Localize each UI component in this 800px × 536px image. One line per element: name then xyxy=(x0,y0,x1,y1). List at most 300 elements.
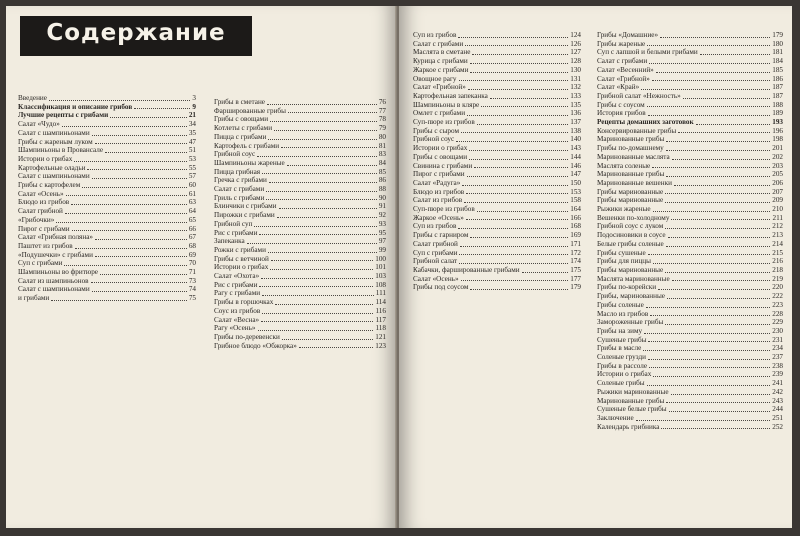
toc-entry xyxy=(214,342,386,351)
toc-leader-dots xyxy=(700,54,770,55)
toc-page-number: 169 xyxy=(570,231,581,240)
toc-entry-title: Суп из грибов xyxy=(413,31,457,39)
toc-page-number: 180 xyxy=(772,39,783,48)
toc-leader-dots xyxy=(74,161,186,162)
toc-leader-dots xyxy=(71,204,187,205)
toc-page-number: 214 xyxy=(772,239,783,248)
toc-leader-dots xyxy=(279,208,377,209)
toc-page-number: 239 xyxy=(772,370,783,379)
toc-leader-dots xyxy=(469,150,568,151)
toc-leader-dots xyxy=(271,260,373,261)
toc-page-number: 209 xyxy=(772,196,783,205)
toc-entry-title: Сушеные белые грибы xyxy=(597,405,667,414)
toc-entry-title: Истории о грибах xyxy=(214,263,269,272)
toc-page-number: 138 xyxy=(570,126,581,135)
toc-entry-title: Грибы в горшочках xyxy=(214,298,274,307)
toc-page-number: 74 xyxy=(188,285,196,294)
toc-entry-title: Салат грибной xyxy=(413,239,458,248)
toc-entry-title: Соус из грибов xyxy=(214,306,261,315)
toc-leader-dots xyxy=(459,80,569,81)
toc-entry-title: Пирог с грибами xyxy=(413,170,465,179)
toc-entry xyxy=(214,333,386,342)
toc-entry xyxy=(413,275,581,284)
toc-leader-dots xyxy=(470,72,568,73)
toc-leader-dots xyxy=(477,211,568,212)
toc-entry xyxy=(597,249,783,258)
toc-entry-title: Маринованные грибы xyxy=(597,396,665,405)
toc-page-number: 60 xyxy=(188,181,196,190)
toc-page-number: 126 xyxy=(570,39,581,48)
toc-page-number: 35 xyxy=(188,128,196,137)
toc-page-number: 123 xyxy=(375,341,386,350)
toc-entry xyxy=(214,255,386,264)
toc-entry xyxy=(18,285,196,294)
toc-page-number: 202 xyxy=(772,152,783,161)
toc-leader-dots xyxy=(288,112,377,113)
toc-entry xyxy=(413,127,581,136)
toc-page-number: 83 xyxy=(378,150,386,159)
toc-entry xyxy=(214,316,386,325)
toc-page-number: 212 xyxy=(772,222,783,231)
toc-page-number: 21 xyxy=(188,111,196,120)
toc-entry-title: Паштет из грибов xyxy=(18,241,73,250)
toc-leader-dots xyxy=(665,324,770,325)
toc-entry xyxy=(597,118,783,127)
toc-page-number: 92 xyxy=(378,211,386,220)
toc-page-number: 251 xyxy=(772,413,783,422)
toc-page-number: 174 xyxy=(570,257,581,266)
toc-entry xyxy=(597,179,783,188)
toc-page-number: 84 xyxy=(378,158,386,167)
toc-entry xyxy=(597,362,783,371)
toc-leader-dots xyxy=(134,108,190,109)
toc-entry xyxy=(18,146,196,155)
toc-column-1 xyxy=(18,94,196,303)
toc-entry xyxy=(597,266,783,275)
toc-leader-dots xyxy=(648,254,771,255)
toc-page-number: 61 xyxy=(188,189,196,198)
toc-entry-title: Рагу с грибами xyxy=(214,289,261,298)
toc-leader-dots xyxy=(261,278,373,279)
toc-leader-dots xyxy=(653,263,770,264)
toc-entry xyxy=(18,207,196,216)
toc-page-number: 189 xyxy=(772,109,783,118)
toc-entry xyxy=(597,188,783,197)
toc-entry xyxy=(597,196,783,205)
toc-entry-title: Грибное блюдо «Обжорка» xyxy=(214,341,297,350)
toc-column-4 xyxy=(597,31,783,431)
toc-entry xyxy=(214,168,386,177)
toc-page-number: 179 xyxy=(570,283,581,292)
toc-entry xyxy=(597,75,783,84)
toc-entry xyxy=(597,127,783,136)
toc-entry-title: Салат «Весенний» xyxy=(597,65,654,74)
toc-entry xyxy=(413,231,581,240)
toc-entry xyxy=(597,283,783,292)
toc-page-number: 196 xyxy=(772,126,783,135)
toc-entry xyxy=(214,263,386,272)
toc-entry xyxy=(597,379,783,388)
toc-entry-title: Классификация и описание грибов xyxy=(18,102,133,111)
toc-entry-title: Рецепты домашних заготовок xyxy=(597,118,694,127)
toc-page-number: 34 xyxy=(188,120,196,129)
toc-entry-title: Салат «Грибной» xyxy=(413,83,466,92)
toc-page-number: 80 xyxy=(378,132,386,141)
toc-page-number: 218 xyxy=(772,265,783,274)
toc-leader-dots xyxy=(653,211,771,212)
toc-page-number: 63 xyxy=(188,198,196,207)
toc-page-number: 219 xyxy=(772,274,783,283)
toc-leader-dots xyxy=(100,274,187,275)
toc-leader-dots xyxy=(652,80,770,81)
toc-entry xyxy=(597,275,783,284)
toc-entry-title: Салат с грибами xyxy=(214,185,265,194)
toc-leader-dots xyxy=(56,222,186,223)
toc-leader-dots xyxy=(652,167,770,168)
toc-entry xyxy=(413,66,581,75)
toc-entry-title: Белые грибы соленые xyxy=(597,239,664,248)
toc-entry-title: Консервированные грибы xyxy=(597,126,677,135)
toc-leader-dots xyxy=(275,304,373,305)
toc-page-number: 177 xyxy=(570,274,581,283)
toc-entry xyxy=(214,211,386,220)
toc-page-number: 99 xyxy=(378,245,386,254)
toc-entry-title: Истории о грибах xyxy=(597,370,652,379)
toc-leader-dots xyxy=(461,132,568,133)
toc-entry xyxy=(597,353,783,362)
toc-leader-dots xyxy=(490,98,568,99)
toc-leader-dots xyxy=(522,272,569,273)
toc-entry-title: Грибы с овощами xyxy=(413,152,468,161)
toc-entry-title: Жаркое с грибами xyxy=(413,65,469,74)
toc-leader-dots xyxy=(671,219,770,220)
toc-leader-dots xyxy=(460,246,568,247)
toc-page-number: 86 xyxy=(378,176,386,185)
toc-entry-title: Рис с грибами xyxy=(214,228,258,237)
toc-leader-dots xyxy=(91,282,187,283)
toc-page-number: 116 xyxy=(375,306,386,315)
toc-entry-title: Грибы в сметане xyxy=(214,98,265,106)
toc-page-number: 53 xyxy=(188,154,196,163)
toc-entry-title: Грибы с гарниром xyxy=(413,231,469,240)
toc-leader-dots xyxy=(266,199,376,200)
toc-page-number: 172 xyxy=(570,248,581,257)
toc-page-number: 179 xyxy=(772,31,783,39)
toc-page-number: 252 xyxy=(772,422,783,431)
toc-leader-dots xyxy=(270,269,373,270)
toc-entry xyxy=(18,190,196,199)
toc-leader-dots xyxy=(647,385,771,386)
toc-page-number: 111 xyxy=(375,289,386,298)
toc-leader-dots xyxy=(95,239,187,240)
toc-leader-dots xyxy=(653,376,770,377)
toc-entry-title: Соленые грузди xyxy=(597,353,646,362)
toc-entry-title: Кабачки, фаршированные грибами xyxy=(413,265,520,274)
toc-page-number: 101 xyxy=(375,263,386,272)
toc-page-number: 78 xyxy=(378,115,386,124)
toc-page-number: 150 xyxy=(570,178,581,187)
toc-leader-dots xyxy=(95,143,187,144)
toc-entry-title: Грибы с овощами xyxy=(214,115,269,124)
toc-leader-dots xyxy=(72,230,187,231)
toc-leader-dots xyxy=(49,100,190,101)
toc-entry xyxy=(214,202,386,211)
toc-entry-title: Соленые грибы xyxy=(597,379,645,388)
toc-leader-dots xyxy=(656,72,770,73)
toc-entry xyxy=(214,229,386,238)
toc-page-number: 97 xyxy=(378,237,386,246)
toc-entry xyxy=(597,222,783,231)
toc-entry xyxy=(214,298,386,307)
toc-entry-title: Грибы по-домашнему xyxy=(597,144,664,153)
toc-page-number: 85 xyxy=(378,167,386,176)
toc-entry-title: Шампиньоны в Провансале xyxy=(18,146,104,155)
toc-page-number: 168 xyxy=(570,222,581,231)
toc-leader-dots xyxy=(92,178,187,179)
toc-page-number: 146 xyxy=(570,161,581,170)
toc-leader-dots xyxy=(668,237,771,238)
toc-entry-title: Введение xyxy=(18,94,47,102)
toc-leader-dots xyxy=(268,139,376,140)
toc-entry xyxy=(413,196,581,205)
toc-entry-title: Картофель с грибами xyxy=(214,141,280,150)
toc-leader-dots xyxy=(247,243,377,244)
toc-page-number: 71 xyxy=(188,268,196,277)
toc-page-number: 64 xyxy=(188,207,196,216)
toc-entry-title: Салат с шампиньонами xyxy=(18,172,90,181)
toc-leader-dots xyxy=(87,169,186,170)
toc-entry xyxy=(597,388,783,397)
toc-entry-title: Салат из грибов xyxy=(413,196,463,205)
toc-entry-title: Маринованные грибы xyxy=(597,170,665,179)
toc-page-number: 238 xyxy=(772,361,783,370)
toc-page-number: 241 xyxy=(772,379,783,388)
toc-entry xyxy=(18,294,196,303)
toc-entry-title: Рис с грибами xyxy=(214,280,258,289)
toc-entry-title: Грибы с ветчиной xyxy=(214,254,269,263)
toc-entry xyxy=(413,222,581,231)
toc-page-number: 185 xyxy=(772,65,783,74)
toc-page-number: 68 xyxy=(188,241,196,250)
toc-entry xyxy=(214,246,386,255)
toc-entry-title: Суп-пюре из грибов xyxy=(413,205,475,214)
toc-entry-title: Вешенки по-холодному xyxy=(597,213,670,222)
toc-entry-title: Салат «Осень» xyxy=(18,189,64,198)
toc-entry xyxy=(413,214,581,223)
toc-entry xyxy=(18,233,196,242)
toc-entry-title: История грибов xyxy=(597,109,646,118)
toc-leader-dots xyxy=(458,37,568,38)
toc-page-number: 231 xyxy=(772,335,783,344)
toc-leader-dots xyxy=(461,280,569,281)
toc-entry xyxy=(413,179,581,188)
toc-entry-title: Заключение xyxy=(597,413,634,422)
toc-page-number: 181 xyxy=(772,48,783,57)
toc-page-number: 187 xyxy=(772,91,783,100)
toc-page-number: 211 xyxy=(772,213,783,222)
toc-entry-title: Омлет с грибами xyxy=(413,109,466,118)
toc-entry xyxy=(597,240,783,249)
toc-page-number: 244 xyxy=(772,405,783,414)
toc-page-number: 242 xyxy=(772,387,783,396)
toc-leader-dots xyxy=(665,193,770,194)
toc-entry-title: Суп из грибов xyxy=(413,222,457,231)
toc-entry-title: Суп с лапшой и белыми грибами xyxy=(597,48,698,57)
toc-page-number: 137 xyxy=(570,118,581,127)
toc-page-number: 75 xyxy=(188,294,196,303)
toc-leader-dots xyxy=(51,300,187,301)
toc-entry-title: Грибы по-деревенски xyxy=(214,332,280,341)
toc-page-number: 175 xyxy=(570,265,581,274)
toc-leader-dots xyxy=(66,195,187,196)
toc-page-number: 230 xyxy=(772,326,783,335)
toc-leader-dots xyxy=(666,246,770,247)
toc-entry xyxy=(597,423,783,432)
toc-entry-title: Грибы по-корейски xyxy=(597,283,657,292)
toc-entry-title: Замороженные грибы xyxy=(597,318,664,327)
toc-entry xyxy=(214,324,386,333)
toc-page-number: 117 xyxy=(375,315,386,324)
toc-page-number: 103 xyxy=(375,272,386,281)
toc-leader-dots xyxy=(92,135,187,136)
toc-entry xyxy=(18,277,196,286)
toc-entry xyxy=(597,405,783,414)
toc-leader-dots xyxy=(257,156,377,157)
toc-leader-dots xyxy=(262,295,374,296)
toc-entry xyxy=(597,162,783,171)
toc-page-number: 132 xyxy=(570,83,581,92)
toc-entry-title: Рыжики маринованные xyxy=(597,387,669,396)
toc-page-number: 205 xyxy=(772,170,783,179)
toc-entry xyxy=(413,257,581,266)
toc-entry-title: Рожки с грибами xyxy=(214,245,266,254)
toc-entry xyxy=(597,170,783,179)
toc-entry-title: «Грибочки» xyxy=(18,215,55,224)
toc-entry-title: Овощное рагу xyxy=(413,74,457,83)
toc-entry xyxy=(413,249,581,258)
toc-leader-dots xyxy=(648,341,770,342)
toc-leader-dots xyxy=(472,54,568,55)
toc-leader-dots xyxy=(465,45,568,46)
toc-entry-title: Суп-пюре из грибов xyxy=(413,118,475,127)
toc-entry xyxy=(413,188,581,197)
toc-entry xyxy=(214,307,386,316)
toc-leader-dots xyxy=(467,115,568,116)
left-page xyxy=(6,6,397,528)
toc-entry xyxy=(597,257,783,266)
toc-page-number: 135 xyxy=(570,100,581,109)
toc-entry xyxy=(18,164,196,173)
toc-entry xyxy=(413,205,581,214)
toc-page-number: 234 xyxy=(772,344,783,353)
toc-page-number: 193 xyxy=(772,118,783,127)
toc-leader-dots xyxy=(665,228,770,229)
toc-entry-title: Грибы маринованные xyxy=(597,187,664,196)
toc-page-number: 69 xyxy=(188,250,196,259)
toc-leader-dots xyxy=(287,165,377,166)
toc-entry-title: Салат с грибами xyxy=(413,39,464,48)
toc-entry-title: Маслята в сметане xyxy=(413,48,471,57)
toc-entry xyxy=(413,57,581,66)
toc-page-number: 206 xyxy=(772,178,783,187)
toc-leader-dots xyxy=(467,176,569,177)
toc-entry xyxy=(214,220,386,229)
toc-page-number: 47 xyxy=(188,137,196,146)
toc-entry-title: Салат грибной xyxy=(18,207,63,216)
toc-entry xyxy=(597,318,783,327)
toc-entry xyxy=(214,115,386,124)
toc-page-number: 215 xyxy=(772,248,783,257)
toc-entry-title: Котлеты с грибами xyxy=(214,124,273,133)
toc-leader-dots xyxy=(648,359,770,360)
toc-entry xyxy=(597,40,783,49)
title-banner xyxy=(20,16,252,56)
toc-entry xyxy=(413,162,581,171)
toc-leader-dots xyxy=(262,173,377,174)
toc-entry xyxy=(597,301,783,310)
toc-entry-title: Грибы в рассоле xyxy=(597,361,648,370)
toc-entry-title: Шампиньоны во фритюре xyxy=(18,268,98,277)
toc-leader-dots xyxy=(458,228,568,229)
toc-leader-dots xyxy=(261,321,373,322)
toc-entry xyxy=(18,129,196,138)
toc-page-number: 213 xyxy=(772,231,783,240)
toc-leader-dots xyxy=(282,339,373,340)
toc-leader-dots xyxy=(266,191,377,192)
toc-entry-title: Курица с грибами xyxy=(413,57,468,66)
toc-entry xyxy=(413,83,581,92)
toc-leader-dots xyxy=(666,141,770,142)
toc-page-number: 77 xyxy=(378,106,386,115)
toc-entry-title: Грибной салат «Нежность» xyxy=(597,91,681,100)
toc-entry xyxy=(18,155,196,164)
toc-entry xyxy=(597,214,783,223)
toc-leader-dots xyxy=(277,217,377,218)
toc-page-number: 73 xyxy=(188,276,196,285)
toc-page-number: 184 xyxy=(772,57,783,66)
toc-entry-title: Грибы «Домашние» xyxy=(597,31,659,39)
toc-entry xyxy=(413,240,581,249)
toc-entry xyxy=(18,120,196,129)
toc-leader-dots xyxy=(459,263,568,264)
toc-leader-dots xyxy=(64,265,186,266)
toc-leader-dots xyxy=(647,45,770,46)
toc-leader-dots xyxy=(65,213,187,214)
toc-page-number: 127 xyxy=(570,48,581,57)
toc-entry xyxy=(214,272,386,281)
toc-entry xyxy=(18,225,196,234)
toc-leader-dots xyxy=(674,185,770,186)
toc-entry xyxy=(597,205,783,214)
toc-entry xyxy=(18,216,196,225)
toc-entry xyxy=(597,66,783,75)
toc-entry-title: Свинина с грибами xyxy=(413,161,473,170)
toc-page-number: 144 xyxy=(570,152,581,161)
toc-leader-dots xyxy=(646,307,770,308)
right-page xyxy=(399,6,792,528)
toc-entry xyxy=(214,237,386,246)
toc-entry-title: Салат «Осень» xyxy=(413,274,459,283)
toc-entry xyxy=(413,144,581,153)
toc-entry-title: Рыжики жареные xyxy=(597,205,651,214)
toc-entry-title: Календарь грибника xyxy=(597,422,660,431)
toc-leader-dots xyxy=(62,126,187,127)
toc-entry xyxy=(597,231,783,240)
toc-entry-title: Маслята маринованные xyxy=(597,274,670,283)
toc-leader-dots xyxy=(661,428,770,429)
toc-entry xyxy=(597,109,783,118)
toc-leader-dots xyxy=(281,147,377,148)
